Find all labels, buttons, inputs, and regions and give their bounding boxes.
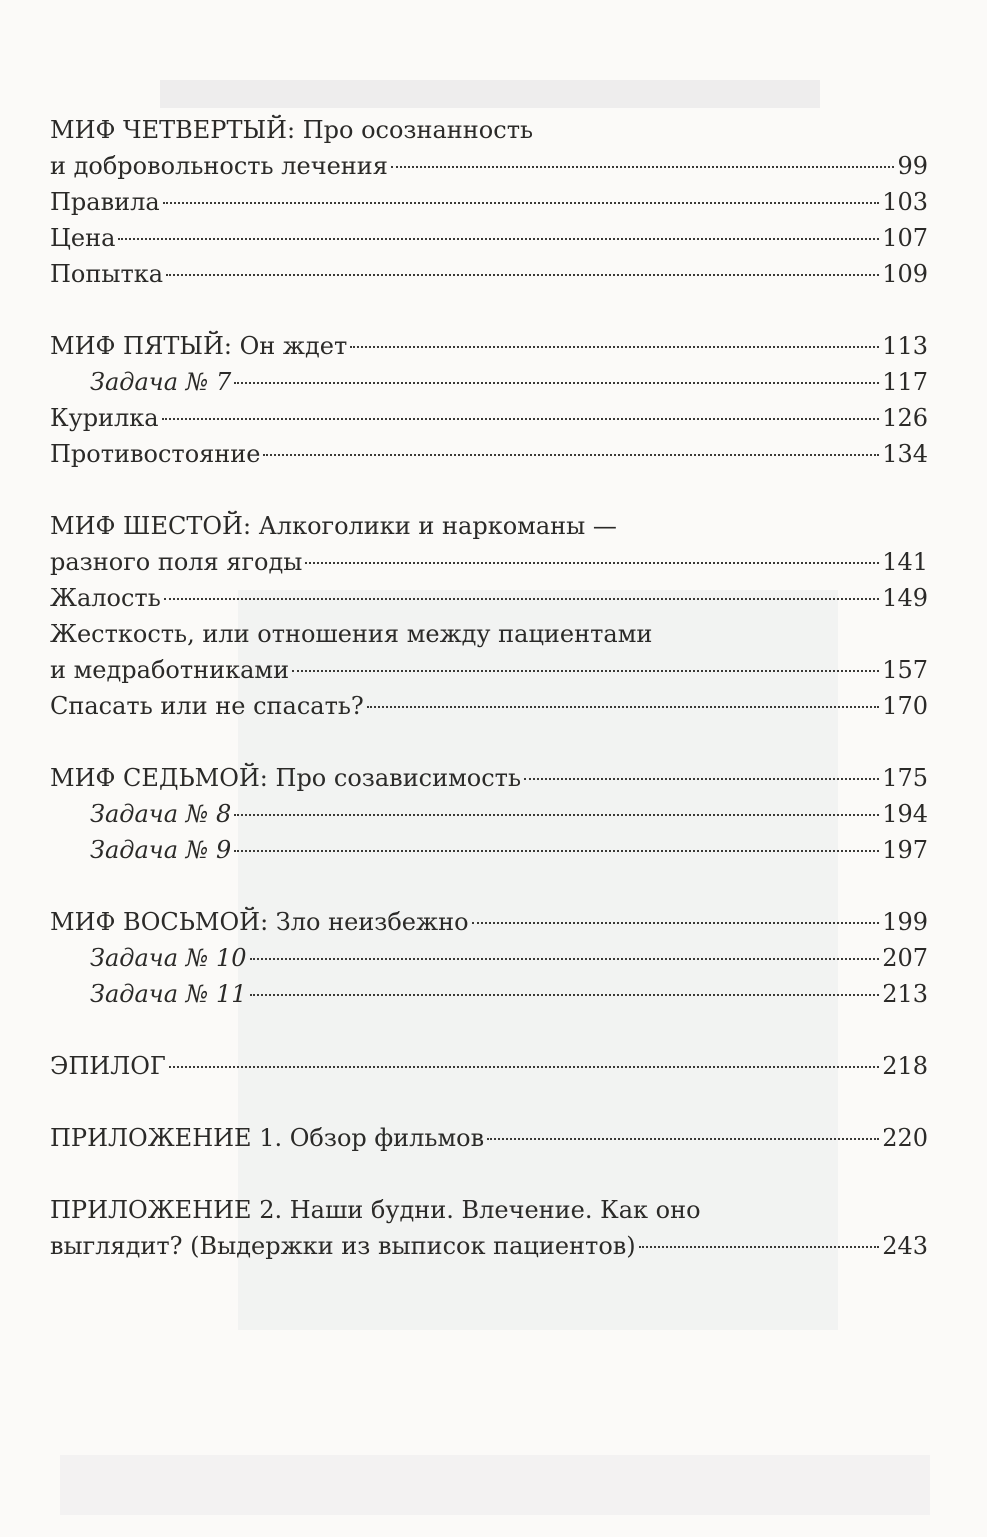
bleed-through-text <box>160 80 820 108</box>
toc-page-number: 218 <box>882 1052 928 1080</box>
toc-entry-label: Противостояние <box>50 440 261 468</box>
dot-leader <box>524 778 879 780</box>
toc-heading-appendix-2: ПРИЛОЖЕНИЕ 2. Наши будни. Влечение. Как оно <box>50 1196 701 1224</box>
toc-entry-label: Правила <box>50 188 160 216</box>
toc-page-number: 170 <box>882 692 928 720</box>
toc-entry-label: Жалость <box>50 584 161 612</box>
toc-page-number: 99 <box>897 152 928 180</box>
dot-leader <box>367 706 879 708</box>
spacer <box>50 1156 928 1192</box>
dot-leader <box>305 562 879 564</box>
toc-entry-label: МИФ СЕДЬМОЙ: Про созависимость <box>50 764 522 792</box>
toc-entry-myth-8 <box>50 904 928 940</box>
toc-page-number: 175 <box>882 764 928 792</box>
spacer <box>50 724 928 760</box>
toc-page-number: 243 <box>882 1232 928 1260</box>
toc-heading-myth-6: МИФ ШЕСТОЙ: Алкоголики и наркоманы — <box>50 512 617 540</box>
toc-entry-label: Задача № 9 <box>90 836 232 864</box>
toc-heading-hardness: Жесткость, или отношения между пациентами <box>50 620 653 648</box>
toc-page-number: 213 <box>882 980 928 1008</box>
dot-leader <box>292 670 879 672</box>
toc-entry-task-11 <box>50 976 928 1012</box>
toc-entry-label: Спасать или не спасать? <box>50 692 364 720</box>
toc-page-number: 197 <box>882 836 928 864</box>
table-of-contents <box>50 112 928 1264</box>
dot-leader <box>234 382 879 384</box>
toc-entry-label: выглядит? (Выдержки из выписок пациентов) <box>50 1232 636 1260</box>
toc-page-number: 194 <box>882 800 928 828</box>
dot-leader <box>118 238 879 240</box>
dot-leader <box>391 166 895 168</box>
toc-entry-label: и добровольность лечения <box>50 152 388 180</box>
toc-entry-appendix-1 <box>50 1120 928 1156</box>
dot-leader <box>472 922 880 924</box>
dot-leader <box>250 958 880 960</box>
toc-entry-price <box>50 220 928 256</box>
toc-entry-myth-6 <box>50 544 928 580</box>
spacer <box>50 1012 928 1048</box>
dot-leader <box>350 346 879 348</box>
toc-entry-myth-7 <box>50 760 928 796</box>
toc-page-number: 157 <box>882 656 928 684</box>
toc-entry-appendix-2 <box>50 1228 928 1264</box>
toc-page-number: 117 <box>882 368 928 396</box>
dot-leader <box>166 274 879 276</box>
toc-entry-label: Задача № 10 <box>90 944 247 972</box>
toc-page-number: 103 <box>882 188 928 216</box>
toc-entry-attempt <box>50 256 928 292</box>
toc-entry-task-9 <box>50 832 928 868</box>
toc-entry-task-8 <box>50 796 928 832</box>
toc-page-number: 109 <box>882 260 928 288</box>
dot-leader <box>163 202 880 204</box>
toc-entry-label: Попытка <box>50 260 164 288</box>
dot-leader <box>164 598 879 600</box>
toc-entry-label: и медработниками <box>50 656 290 684</box>
toc-page-number: 207 <box>882 944 928 972</box>
dot-leader <box>162 418 880 420</box>
toc-page-number: 107 <box>882 224 928 252</box>
toc-entry-label: Задача № 8 <box>90 800 232 828</box>
toc-page-number: 134 <box>882 440 928 468</box>
bleed-through-footer <box>60 1455 930 1515</box>
toc-page-number: 149 <box>882 584 928 612</box>
toc-entry-myth-4 <box>50 148 928 184</box>
toc-entry-task-10 <box>50 940 928 976</box>
toc-entry-to-save <box>50 688 928 724</box>
toc-entry-label: Курилка <box>50 404 159 432</box>
toc-entry-myth-5 <box>50 328 928 364</box>
spacer <box>50 868 928 904</box>
dot-leader <box>234 850 879 852</box>
spacer <box>50 1084 928 1120</box>
toc-page-number: 199 <box>882 908 928 936</box>
toc-page-number: 126 <box>882 404 928 432</box>
toc-page-number: 141 <box>882 548 928 576</box>
toc-entry-pity <box>50 580 928 616</box>
spacer <box>50 292 928 328</box>
toc-entry-label: ЭПИЛОГ <box>50 1052 166 1080</box>
toc-entry-label: МИФ ПЯТЫЙ: Он ждет <box>50 332 348 360</box>
toc-page-number: 220 <box>882 1124 928 1152</box>
toc-entry-label: Цена <box>50 224 116 252</box>
dot-leader <box>234 814 879 816</box>
toc-entry-label: Задача № 11 <box>90 980 247 1008</box>
dot-leader <box>169 1066 879 1068</box>
toc-entry-label: разного поля ягоды <box>50 548 303 576</box>
toc-entry-label: Задача № 7 <box>90 368 232 396</box>
dot-leader <box>487 1138 879 1140</box>
toc-entry-epilogue <box>50 1048 928 1084</box>
toc-entry-task-7 <box>50 364 928 400</box>
toc-page-number: 113 <box>882 332 928 360</box>
dot-leader <box>639 1246 880 1248</box>
toc-entry-label: ПРИЛОЖЕНИЕ 1. Обзор фильмов <box>50 1124 485 1152</box>
toc-heading-myth-4: МИФ ЧЕТВЕРТЫЙ: Про осознанность <box>50 116 534 144</box>
dot-leader <box>263 454 879 456</box>
toc-entry-hardness <box>50 652 928 688</box>
toc-entry-opposition <box>50 436 928 472</box>
toc-entry-rules <box>50 184 928 220</box>
dot-leader <box>250 994 880 996</box>
toc-entry-label: МИФ ВОСЬМОЙ: Зло неизбежно <box>50 908 469 936</box>
spacer <box>50 472 928 508</box>
toc-entry-smoking-room <box>50 400 928 436</box>
